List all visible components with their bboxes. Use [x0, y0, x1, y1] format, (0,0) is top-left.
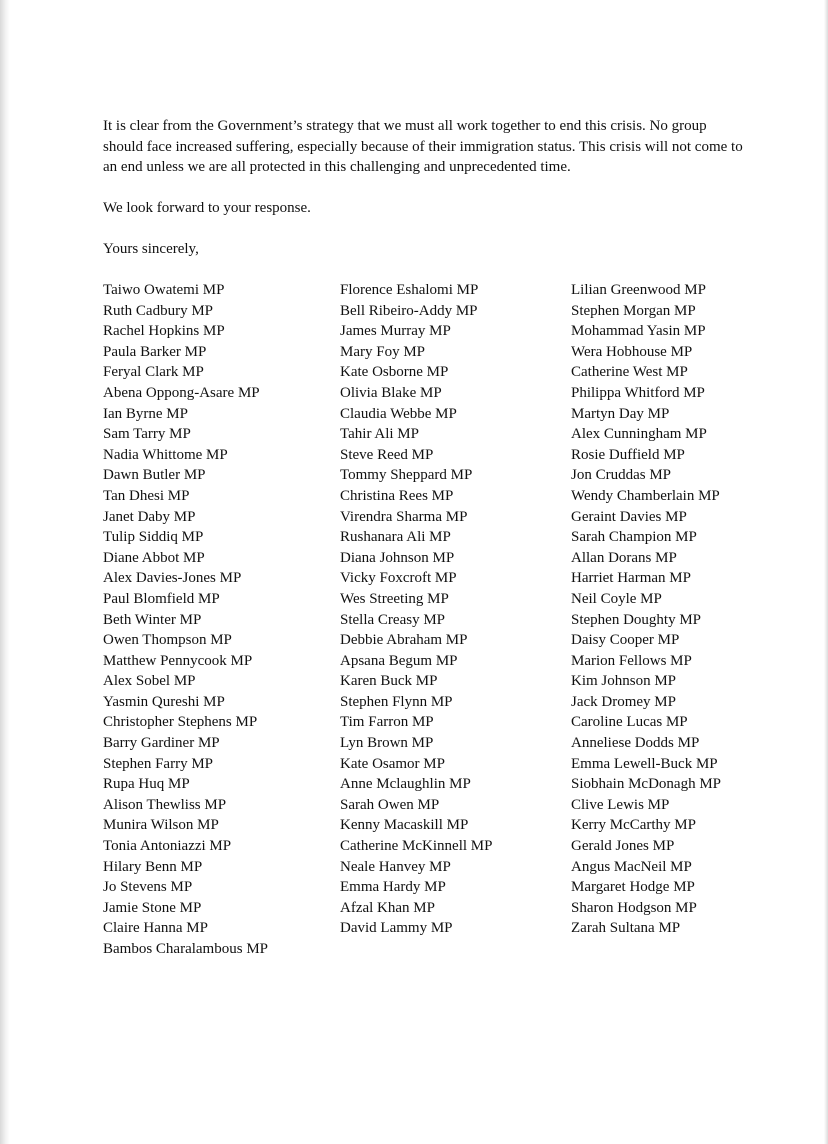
signatory-name: Alex Davies-Jones MP [103, 570, 242, 587]
signatory-name: Virendra Sharma MP [340, 508, 468, 525]
signatory-name: Sharon Hodgson MP [571, 899, 697, 916]
signatory-name: Tulip Siddiq MP [103, 529, 204, 546]
signatory-name: Stephen Farry MP [103, 755, 213, 772]
signatory-name: Christopher Stephens MP [103, 714, 258, 731]
page-shadow-left [0, 0, 10, 1144]
salutation: Yours sincerely, [103, 241, 199, 257]
signatory-name: Anne Mclaughlin MP [340, 776, 471, 793]
signatory-name: Kate Osborne MP [340, 364, 449, 381]
signatory-name: Emma Hardy MP [340, 879, 446, 896]
signatory-name: Jon Cruddas MP [571, 467, 672, 484]
signatory-name: Clive Lewis MP [571, 796, 670, 813]
signatory-name: Afzal Khan MP [340, 899, 435, 916]
signatory-name: Mary Foy MP [340, 343, 426, 360]
signatory-name: Hilary Benn MP [103, 858, 203, 875]
signatory-name: Vicky Foxcroft MP [340, 570, 457, 587]
signatory-name: Bell Ribeiro-Addy MP [340, 302, 478, 319]
signatory-name: Owen Thompson MP [103, 632, 232, 649]
letter-paragraph: It is clear from the Government’s strategy that we must all work together to end this crisis. No group should face increased suffering, especially because of their immigration status. This crisis will not come to an end unless we are all protected in this challenging and unprecedented time. [103, 118, 743, 175]
signatory-name: Emma Lewell-Buck MP [571, 755, 718, 772]
signatory-name: Tan Dhesi MP [103, 487, 190, 504]
signatory-name: Sarah Champion MP [571, 529, 697, 546]
signatory-name: Steve Reed MP [340, 446, 434, 463]
signatory-name: Sarah Owen MP [340, 796, 440, 813]
signatory-name: Siobhain McDonagh MP [571, 776, 721, 793]
signatory-name: Abena Oppong-Asare MP [103, 384, 260, 401]
signatory-name: Beth Winter MP [103, 611, 202, 628]
signatory-name: Rushanara Ali MP [340, 529, 451, 546]
signatory-name: Wes Streeting MP [340, 590, 449, 607]
signatory-name: Claire Hanna MP [103, 920, 208, 937]
signatory-name: Stephen Doughty MP [571, 611, 702, 628]
signatory-name: Harriet Harman MP [571, 570, 691, 587]
signatory-name: Geraint Davies MP [571, 508, 687, 525]
signatory-name: Diana Johnson MP [340, 549, 455, 566]
signatory-name: Kate Osamor MP [340, 755, 445, 772]
signatory-name: Stephen Morgan MP [571, 302, 696, 319]
signatory-name: Kim Johnson MP [571, 673, 677, 690]
signatory-name: Neale Hanvey MP [340, 858, 451, 875]
signatory-name: Zarah Sultana MP [571, 920, 681, 937]
signatory-name: Ian Byrne MP [103, 405, 188, 422]
signatory-name: Paul Blomfield MP [103, 590, 220, 607]
signatory-name: Jamie Stone MP [103, 899, 202, 916]
signatory-name: Diane Abbot MP [103, 549, 205, 566]
signatory-name: Marion Fellows MP [571, 652, 692, 669]
signatory-name: Karen Buck MP [340, 673, 438, 690]
signatory-name: Taiwo Owatemi MP [103, 282, 225, 298]
page-shadow-right [824, 0, 828, 1144]
signatory-name: Debbie Abraham MP [340, 632, 468, 649]
signatory-name: Philippa Whitford MP [571, 384, 705, 401]
signatory-name: Rachel Hopkins MP [103, 323, 225, 340]
signatory-name: Alex Sobel MP [103, 673, 196, 690]
signatory-name: Allan Dorans MP [571, 549, 677, 566]
signatory-name: David Lammy MP [340, 920, 453, 937]
signatory-name: Martyn Day MP [571, 405, 670, 422]
signatory-name: Tim Farron MP [340, 714, 434, 731]
signatory-name: Dawn Butler MP [103, 467, 206, 484]
signatory-name: Florence Eshalomi MP [340, 282, 479, 298]
signatory-name: Bambos Charalambous MP [103, 941, 268, 957]
closing-line: We look forward to your response. [103, 200, 311, 216]
signatory-name: Anneliese Dodds MP [571, 735, 700, 752]
signatory-name: Caroline Lucas MP [571, 714, 688, 731]
signatory-name: Claudia Webbe MP [340, 405, 457, 422]
signatory-name: Feryal Clark MP [103, 364, 204, 381]
signatory-name: Kenny Macaskill MP [340, 817, 469, 834]
signatory-name: Wera Hobhouse MP [571, 343, 693, 360]
signatory-name: Janet Daby MP [103, 508, 196, 525]
signatory-name: Jack Dromey MP [571, 693, 676, 710]
signatory-name: Nadia Whittome MP [103, 446, 228, 463]
signatory-column-2 [340, 280, 492, 939]
signatory-name: Lyn Brown MP [340, 735, 434, 752]
letter-body [103, 116, 793, 260]
signatory-name: Mohammad Yasin MP [571, 323, 706, 340]
signatory-column-1 [103, 280, 268, 960]
signatory-name: Yasmin Qureshi MP [103, 693, 225, 710]
signatory-name: Tahir Ali MP [340, 426, 419, 443]
signatory-name: Stella Creasy MP [340, 611, 445, 628]
signatory-name: Gerald Jones MP [571, 838, 675, 855]
signatory-name: Alison Thewliss MP [103, 796, 227, 813]
signatory-name: Jo Stevens MP [103, 879, 193, 896]
signatory-name: Matthew Pennycook MP [103, 652, 253, 669]
signatory-name: Alex Cunningham MP [571, 426, 707, 443]
signatory-name: Neil Coyle MP [571, 590, 662, 607]
signatory-name: Angus MacNeil MP [571, 858, 692, 875]
signatory-name: Olivia Blake MP [340, 384, 442, 401]
signatory-name: Lilian Greenwood MP [571, 282, 706, 298]
signatory-name: Kerry McCarthy MP [571, 817, 696, 834]
signatory-name: Rosie Duffield MP [571, 446, 685, 463]
signatory-name: Tommy Sheppard MP [340, 467, 473, 484]
signatory-name: Paula Barker MP [103, 343, 207, 360]
signatory-name: James Murray MP [340, 323, 451, 340]
signatory-name: Sam Tarry MP [103, 426, 191, 443]
signatory-name: Barry Gardiner MP [103, 735, 220, 752]
signatory-name: Catherine McKinnell MP [340, 838, 493, 855]
signatory-column-3 [571, 280, 721, 939]
signatory-name: Margaret Hodge MP [571, 879, 695, 896]
signatory-name: Christina Rees MP [340, 487, 454, 504]
signatory-name: Apsana Begum MP [340, 652, 458, 669]
signatory-name: Rupa Huq MP [103, 776, 190, 793]
signatory-name: Tonia Antoniazzi MP [103, 838, 232, 855]
signatory-name: Catherine West MP [571, 364, 688, 381]
signatory-name: Ruth Cadbury MP [103, 302, 214, 319]
signatory-name: Daisy Cooper MP [571, 632, 680, 649]
signatory-name: Munira Wilson MP [103, 817, 219, 834]
signatory-name: Wendy Chamberlain MP [571, 487, 720, 504]
signatory-name: Stephen Flynn MP [340, 693, 453, 710]
